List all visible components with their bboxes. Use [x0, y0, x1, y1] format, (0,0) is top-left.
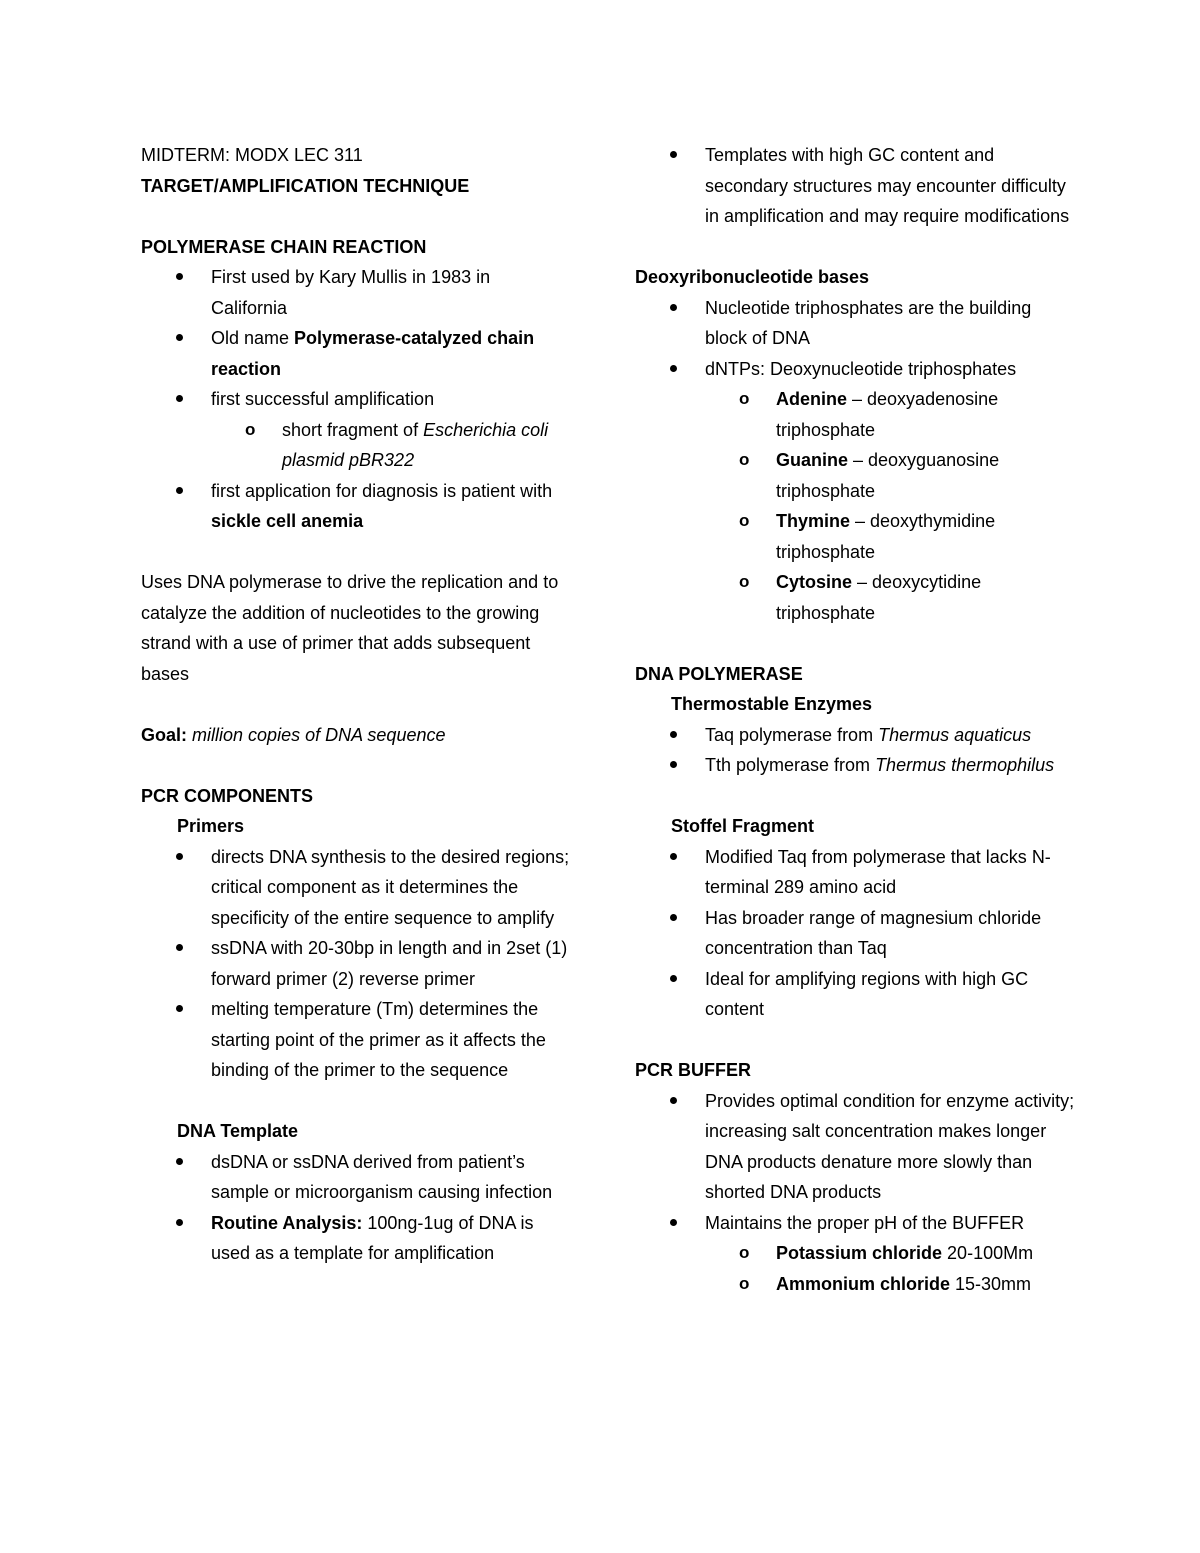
polymerase-title: DNA POLYMERASE	[635, 663, 803, 684]
list-item: Provides optimal condition for enzyme activity; increasing salt concentration makes longer DNA products denature more slowly than shorted DNA products	[635, 1086, 1075, 1208]
buffer-title: PCR BUFFER	[635, 1060, 751, 1080]
list-item: Old name Polymerase-catalyzed chain reaction	[141, 323, 571, 384]
dntp-title: Deoxyribonucleotide bases	[635, 267, 870, 287]
uses-paragraph: Uses DNA polymerase to drive the replication and to catalyze the addition of nucleotides to the growing strand with a use of primer that adds subsequent bases	[141, 572, 559, 684]
section-title: TARGET/AMPLIFICATION TECHNIQUE	[141, 175, 470, 196]
circle-bullet-icon: o	[739, 389, 750, 408]
list-item: Templates with high GC content and secondary structures may encounter difficulty in amplification and may require modifications	[635, 140, 1075, 232]
list-item: melting temperature (Tm) determines the starting point of the primer as it affects the binding of the primer to the sequence	[141, 994, 571, 1086]
circle-bullet-icon: o	[245, 419, 256, 439]
document-header: MIDTERM: MODX LEC 311	[141, 145, 363, 165]
pcr-title: POLYMERASE CHAIN REACTION	[141, 236, 427, 257]
circle-bullet-icon: o	[739, 572, 750, 591]
list-item: dsDNA or ssDNA derived from patient’s sample or microorganism causing infection	[141, 1147, 571, 1208]
sub-list-item: o Ammonium chloride 15-30mm	[635, 1269, 1075, 1300]
list-item: ssDNA with 20-30bp in length and in 2set (1) forward primer (2) reverse primer	[141, 933, 571, 994]
thermo-title: Thermostable Enzymes	[671, 694, 873, 714]
list-item: first successful amplification	[141, 384, 571, 415]
sub-list-item: o Adenine – deoxyadenosine triphosphate	[635, 384, 1075, 445]
list-item: first application for diagnosis is patient with sickle cell anemia	[141, 476, 571, 537]
list-item: dNTPs: Deoxynucleotide triphosphates	[635, 354, 1075, 385]
list-item: Ideal for amplifying regions with high GC content	[635, 964, 1075, 1025]
components-title: PCR COMPONENTS	[141, 785, 314, 806]
sub-list-item: o Thymine – deoxythymidine triphosphate	[635, 506, 1075, 567]
sub-list-item: o Guanine – deoxyguanosine triphosphate	[635, 445, 1075, 506]
circle-bullet-icon: o	[739, 511, 750, 530]
list-item: Nucleotide triphosphates are the building block of DNA	[635, 293, 1075, 354]
list-item: Has broader range of magnesium chloride concentration than Taq	[635, 903, 1075, 964]
sub-list-item: o short fragment of Escherichia coli plasmid pBR322	[141, 415, 571, 476]
stoffel-title: Stoffel Fragment	[671, 816, 815, 836]
list-item: Routine Analysis: 100ng-1ug of DNA is used as a template for amplification	[141, 1208, 571, 1269]
list-item: Tth polymerase from Thermus thermophilus	[635, 750, 1075, 781]
goal-line: Goal: million copies of DNA sequence	[141, 724, 446, 745]
primers-title: Primers	[177, 816, 245, 836]
circle-bullet-icon: o	[739, 450, 750, 469]
list-item: Modified Taq from polymerase that lacks N-terminal 289 amino acid	[635, 842, 1075, 903]
list-item: Taq polymerase from Thermus aquaticus	[635, 720, 1075, 751]
circle-bullet-icon: o	[739, 1243, 750, 1262]
list-item: Maintains the proper pH of the BUFFER	[635, 1208, 1075, 1239]
left-column	[141, 140, 571, 1269]
list-item: directs DNA synthesis to the desired regions; critical component as it determines the specificity of the entire sequence to amplify	[141, 842, 571, 934]
sub-list-item: o Potassium chloride 20-100Mm	[635, 1238, 1075, 1269]
list-item: First used by Kary Mullis in 1983 in California	[141, 262, 571, 323]
circle-bullet-icon: o	[739, 1273, 750, 1293]
sub-list-item: o Cytosine – deoxycytidine triphosphate	[635, 567, 1075, 628]
template-title: DNA Template	[177, 1121, 299, 1141]
right-column	[635, 140, 1075, 1299]
